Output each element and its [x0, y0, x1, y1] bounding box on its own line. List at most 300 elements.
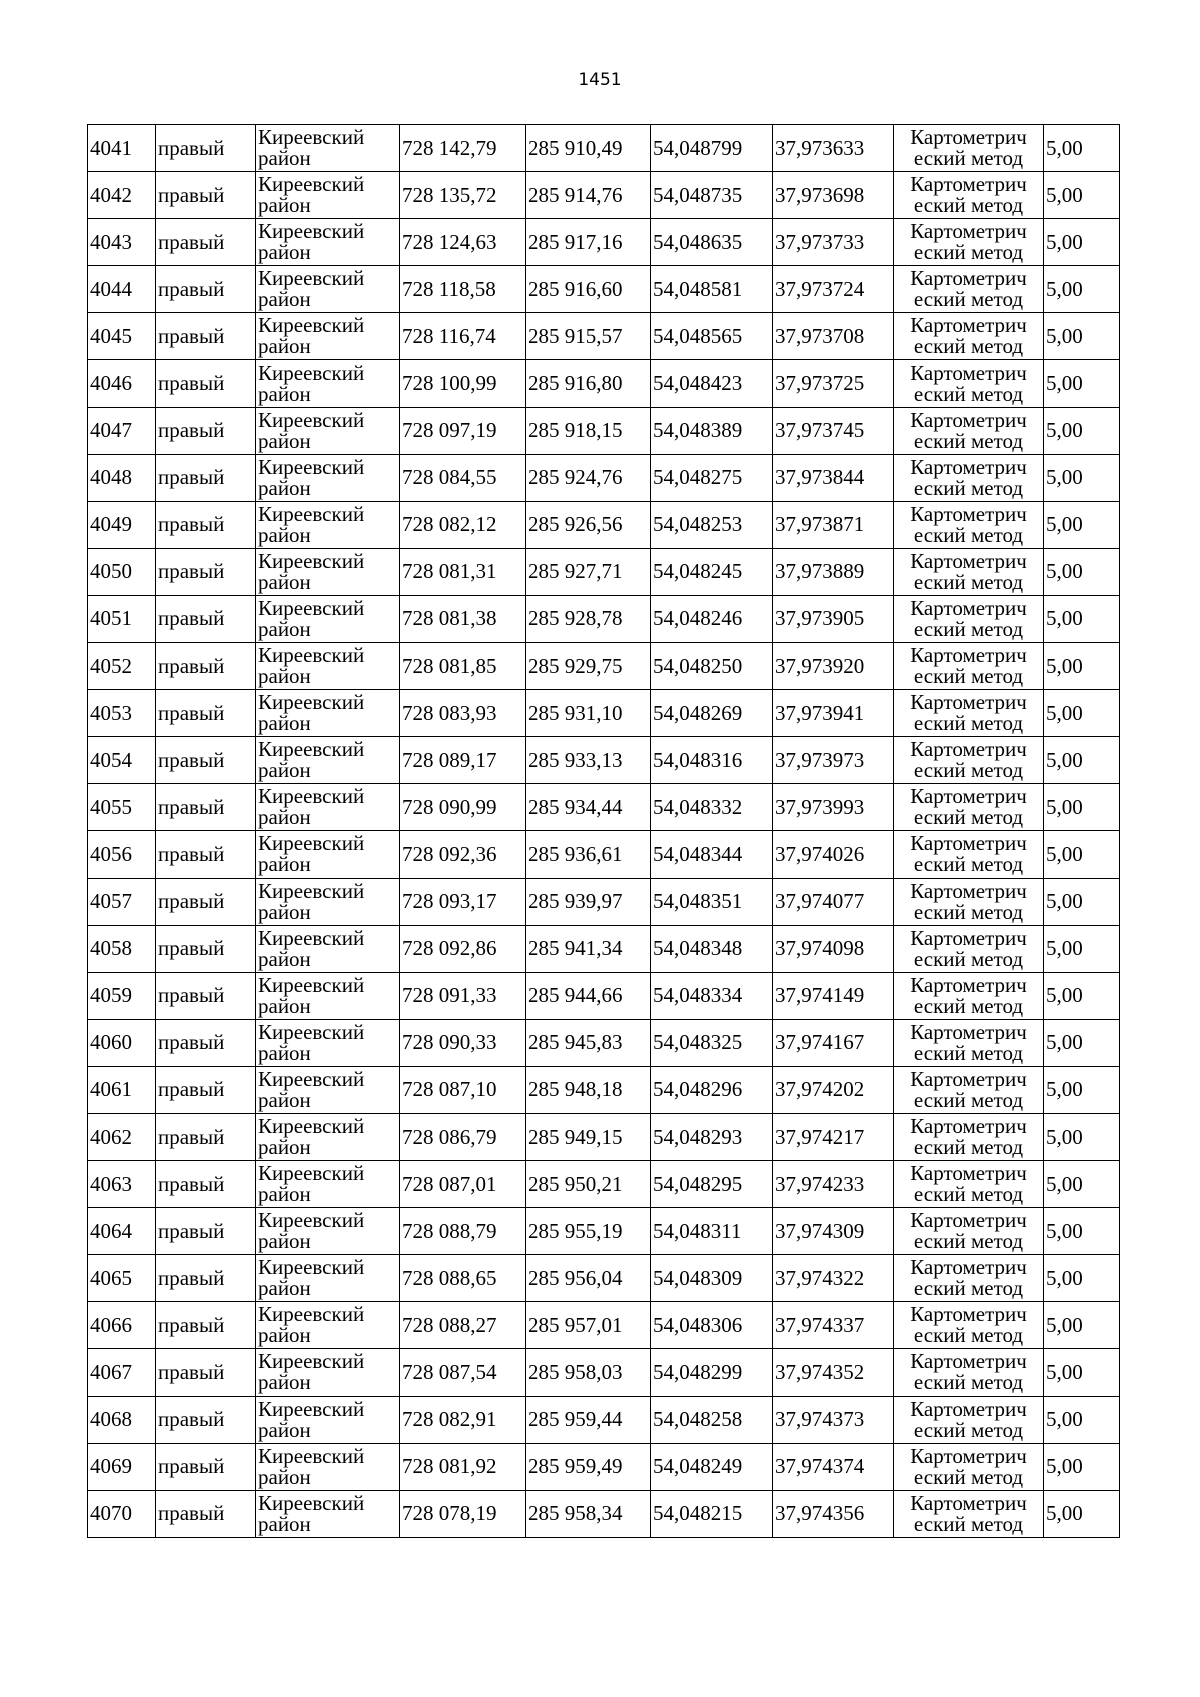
- method-line-1: Картометрич: [910, 313, 1027, 338]
- method-line-1: Картометрич: [910, 1019, 1027, 1044]
- district-cell: [256, 266, 400, 313]
- accuracy-cell: 5,00: [1044, 266, 1120, 313]
- longitude-cell: 37,974098: [773, 925, 894, 972]
- accuracy-cell: 5,00: [1044, 1396, 1120, 1443]
- latitude-cell: 54,048275: [651, 454, 773, 501]
- table-row: [88, 313, 1120, 360]
- longitude-cell: 37,973633: [773, 125, 894, 172]
- longitude-cell: 37,974026: [773, 831, 894, 878]
- district-cell: [256, 172, 400, 219]
- coord-y-cell: 285 949,15: [526, 1113, 651, 1160]
- table-row: [88, 360, 1120, 407]
- coord-x-cell: 728 135,72: [400, 172, 526, 219]
- district-line-2: район: [258, 899, 311, 924]
- method-line-1: Картометрич: [910, 360, 1027, 385]
- district-cell: [256, 313, 400, 360]
- longitude-cell: 37,973993: [773, 784, 894, 831]
- latitude-cell: 54,048635: [651, 219, 773, 266]
- district-cell: [256, 1255, 400, 1302]
- district-line-1: Киреевский: [258, 1161, 365, 1186]
- method-cell: [894, 313, 1044, 360]
- table-row: [88, 1302, 1120, 1349]
- district-line-2: район: [258, 522, 311, 547]
- bank-side-cell: правый: [156, 690, 256, 737]
- longitude-cell: 37,973733: [773, 219, 894, 266]
- coord-x-cell: 728 078,19: [400, 1490, 526, 1537]
- method-line-1: Картометрич: [910, 1490, 1027, 1515]
- longitude-cell: 37,974374: [773, 1443, 894, 1490]
- accuracy-cell: 5,00: [1044, 690, 1120, 737]
- table-row: [88, 878, 1120, 925]
- coord-y-cell: 285 958,34: [526, 1490, 651, 1537]
- district-line-1: Киреевский: [258, 643, 365, 668]
- coord-y-cell: 285 928,78: [526, 595, 651, 642]
- method-line-2: еский метод: [913, 1417, 1024, 1442]
- point-number-cell: 4065: [88, 1255, 156, 1302]
- coord-x-cell: 728 087,54: [400, 1349, 526, 1396]
- latitude-cell: 54,048389: [651, 407, 773, 454]
- point-number-cell: 4063: [88, 1161, 156, 1208]
- method-line-2: еский метод: [913, 1511, 1024, 1536]
- method-cell: [894, 219, 1044, 266]
- point-number-cell: 4066: [88, 1302, 156, 1349]
- district-cell: [256, 360, 400, 407]
- district-line-1: Киреевский: [258, 219, 365, 244]
- coord-x-cell: 728 091,33: [400, 972, 526, 1019]
- district-line-1: Киреевский: [258, 737, 365, 762]
- method-line-2: еский метод: [913, 711, 1024, 736]
- table-row: [88, 1443, 1120, 1490]
- method-cell: [894, 1019, 1044, 1066]
- coord-x-cell: 728 087,10: [400, 1066, 526, 1113]
- district-cell: [256, 1208, 400, 1255]
- coord-x-cell: 728 092,86: [400, 925, 526, 972]
- method-line-1: Картометрич: [910, 595, 1027, 620]
- method-line-2: еский метод: [913, 475, 1024, 500]
- method-cell: [894, 878, 1044, 925]
- district-line-2: район: [258, 146, 311, 171]
- latitude-cell: 54,048423: [651, 360, 773, 407]
- method-line-2: еский метод: [913, 1135, 1024, 1160]
- coord-y-cell: 285 910,49: [526, 125, 651, 172]
- bank-side-cell: правый: [156, 972, 256, 1019]
- method-line-1: Картометрич: [910, 1302, 1027, 1327]
- table-row: [88, 1113, 1120, 1160]
- table-row: [88, 1396, 1120, 1443]
- district-cell: [256, 878, 400, 925]
- point-number-cell: 4047: [88, 407, 156, 454]
- coord-y-cell: 285 955,19: [526, 1208, 651, 1255]
- district-cell: [256, 548, 400, 595]
- district-cell: [256, 1396, 400, 1443]
- coord-x-cell: 728 092,36: [400, 831, 526, 878]
- table-row: [88, 831, 1120, 878]
- coord-y-cell: 285 926,56: [526, 501, 651, 548]
- district-line-1: Киреевский: [258, 1114, 365, 1139]
- district-line-2: район: [258, 1229, 311, 1254]
- accuracy-cell: 5,00: [1044, 878, 1120, 925]
- coord-y-cell: 285 916,80: [526, 360, 651, 407]
- accuracy-cell: 5,00: [1044, 454, 1120, 501]
- method-line-2: еский метод: [913, 758, 1024, 783]
- point-number-cell: 4046: [88, 360, 156, 407]
- method-line-1: Картометрич: [910, 1208, 1027, 1233]
- point-number-cell: 4070: [88, 1490, 156, 1537]
- method-cell: [894, 1349, 1044, 1396]
- coord-y-cell: 285 918,15: [526, 407, 651, 454]
- table-row: [88, 1490, 1120, 1537]
- coord-y-cell: 285 944,66: [526, 972, 651, 1019]
- method-line-1: Картометрич: [910, 690, 1027, 715]
- method-cell: [894, 690, 1044, 737]
- district-line-1: Киреевский: [258, 125, 365, 150]
- method-line-1: Картометрич: [910, 1396, 1027, 1421]
- district-line-1: Киреевский: [258, 784, 365, 809]
- longitude-cell: 37,973745: [773, 407, 894, 454]
- longitude-cell: 37,974322: [773, 1255, 894, 1302]
- accuracy-cell: 5,00: [1044, 548, 1120, 595]
- method-cell: [894, 1066, 1044, 1113]
- bank-side-cell: правый: [156, 925, 256, 972]
- district-line-1: Киреевский: [258, 407, 365, 432]
- district-line-2: район: [258, 569, 311, 594]
- method-line-1: Картометрич: [910, 1066, 1027, 1091]
- accuracy-cell: 5,00: [1044, 925, 1120, 972]
- longitude-cell: 37,973698: [773, 172, 894, 219]
- table-row: [88, 407, 1120, 454]
- bank-side-cell: правый: [156, 1255, 256, 1302]
- latitude-cell: 54,048299: [651, 1349, 773, 1396]
- accuracy-cell: 5,00: [1044, 784, 1120, 831]
- bank-side-cell: правый: [156, 360, 256, 407]
- point-number-cell: 4049: [88, 501, 156, 548]
- coord-x-cell: 728 082,91: [400, 1396, 526, 1443]
- longitude-cell: 37,974337: [773, 1302, 894, 1349]
- table-row: [88, 1349, 1120, 1396]
- table-row: [88, 125, 1120, 172]
- method-line-2: еский метод: [913, 1182, 1024, 1207]
- longitude-cell: 37,974356: [773, 1490, 894, 1537]
- table-row: [88, 1208, 1120, 1255]
- latitude-cell: 54,048258: [651, 1396, 773, 1443]
- method-line-2: еский метод: [913, 522, 1024, 547]
- accuracy-cell: 5,00: [1044, 1161, 1120, 1208]
- table-row: [88, 1019, 1120, 1066]
- table-row: [88, 548, 1120, 595]
- method-line-2: еский метод: [913, 1464, 1024, 1489]
- accuracy-cell: 5,00: [1044, 313, 1120, 360]
- latitude-cell: 54,048311: [651, 1208, 773, 1255]
- method-line-2: еский метод: [913, 1370, 1024, 1395]
- table-row: [88, 454, 1120, 501]
- longitude-cell: 37,974373: [773, 1396, 894, 1443]
- longitude-cell: 37,973708: [773, 313, 894, 360]
- point-number-cell: 4062: [88, 1113, 156, 1160]
- coord-y-cell: 285 941,34: [526, 925, 651, 972]
- district-cell: [256, 1019, 400, 1066]
- method-line-2: еский метод: [913, 240, 1024, 265]
- district-line-2: район: [258, 1464, 311, 1489]
- method-line-2: еский метод: [913, 1229, 1024, 1254]
- method-cell: [894, 643, 1044, 690]
- point-number-cell: 4043: [88, 219, 156, 266]
- coord-x-cell: 728 142,79: [400, 125, 526, 172]
- latitude-cell: 54,048295: [651, 1161, 773, 1208]
- coord-y-cell: 285 927,71: [526, 548, 651, 595]
- district-line-2: район: [258, 664, 311, 689]
- district-line-2: район: [258, 805, 311, 830]
- method-line-2: еский метод: [913, 287, 1024, 312]
- bank-side-cell: правый: [156, 1161, 256, 1208]
- bank-side-cell: правый: [156, 1208, 256, 1255]
- method-cell: [894, 595, 1044, 642]
- table-row: [88, 501, 1120, 548]
- bank-side-cell: правый: [156, 266, 256, 313]
- district-line-2: район: [258, 240, 311, 265]
- method-line-2: еский метод: [913, 899, 1024, 924]
- district-cell: [256, 219, 400, 266]
- method-line-2: еский метод: [913, 569, 1024, 594]
- district-line-1: Киреевский: [258, 1255, 365, 1280]
- method-line-2: еский метод: [913, 381, 1024, 406]
- district-line-1: Киреевский: [258, 1208, 365, 1233]
- accuracy-cell: 5,00: [1044, 1255, 1120, 1302]
- district-line-2: район: [258, 946, 311, 971]
- accuracy-cell: 5,00: [1044, 360, 1120, 407]
- method-cell: [894, 1161, 1044, 1208]
- longitude-cell: 37,974077: [773, 878, 894, 925]
- longitude-cell: 37,973725: [773, 360, 894, 407]
- accuracy-cell: 5,00: [1044, 831, 1120, 878]
- district-cell: [256, 690, 400, 737]
- method-line-1: Картометрич: [910, 831, 1027, 856]
- coord-x-cell: 728 093,17: [400, 878, 526, 925]
- district-line-1: Киреевский: [258, 1396, 365, 1421]
- longitude-cell: 37,973920: [773, 643, 894, 690]
- coord-y-cell: 285 924,76: [526, 454, 651, 501]
- district-cell: [256, 643, 400, 690]
- method-line-1: Картометрич: [910, 1349, 1027, 1374]
- method-line-2: еский метод: [913, 616, 1024, 641]
- district-line-2: район: [258, 1276, 311, 1301]
- latitude-cell: 54,048249: [651, 1443, 773, 1490]
- bank-side-cell: правый: [156, 1019, 256, 1066]
- coord-x-cell: 728 089,17: [400, 737, 526, 784]
- district-line-2: район: [258, 1511, 311, 1536]
- district-cell: [256, 407, 400, 454]
- latitude-cell: 54,048334: [651, 972, 773, 1019]
- longitude-cell: 37,974217: [773, 1113, 894, 1160]
- coord-y-cell: 285 945,83: [526, 1019, 651, 1066]
- coord-x-cell: 728 081,85: [400, 643, 526, 690]
- method-cell: [894, 1302, 1044, 1349]
- latitude-cell: 54,048344: [651, 831, 773, 878]
- longitude-cell: 37,973844: [773, 454, 894, 501]
- coord-y-cell: 285 959,44: [526, 1396, 651, 1443]
- method-line-1: Картометрич: [910, 1443, 1027, 1468]
- district-line-2: район: [258, 381, 311, 406]
- coord-x-cell: 728 088,27: [400, 1302, 526, 1349]
- method-line-2: еский метод: [913, 1276, 1024, 1301]
- longitude-cell: 37,973973: [773, 737, 894, 784]
- bank-side-cell: правый: [156, 1113, 256, 1160]
- district-line-1: Киреевский: [258, 1490, 365, 1515]
- district-cell: [256, 1113, 400, 1160]
- coord-x-cell: 728 097,19: [400, 407, 526, 454]
- coord-y-cell: 285 934,44: [526, 784, 651, 831]
- method-line-2: еский метод: [913, 334, 1024, 359]
- bank-side-cell: правый: [156, 1490, 256, 1537]
- method-cell: [894, 1396, 1044, 1443]
- method-cell: [894, 737, 1044, 784]
- bank-side-cell: правый: [156, 313, 256, 360]
- coord-x-cell: 728 086,79: [400, 1113, 526, 1160]
- longitude-cell: 37,973889: [773, 548, 894, 595]
- coord-x-cell: 728 090,33: [400, 1019, 526, 1066]
- accuracy-cell: 5,00: [1044, 1019, 1120, 1066]
- coord-x-cell: 728 081,38: [400, 595, 526, 642]
- longitude-cell: 37,973905: [773, 595, 894, 642]
- table-row: [88, 737, 1120, 784]
- point-number-cell: 4058: [88, 925, 156, 972]
- district-line-2: район: [258, 852, 311, 877]
- method-cell: [894, 407, 1044, 454]
- coord-y-cell: 285 917,16: [526, 219, 651, 266]
- method-line-1: Картометрич: [910, 219, 1027, 244]
- bank-side-cell: правый: [156, 454, 256, 501]
- coord-x-cell: 728 116,74: [400, 313, 526, 360]
- district-line-1: Киреевский: [258, 501, 365, 526]
- method-cell: [894, 1443, 1044, 1490]
- point-number-cell: 4050: [88, 548, 156, 595]
- bank-side-cell: правый: [156, 595, 256, 642]
- coord-x-cell: 728 088,79: [400, 1208, 526, 1255]
- coord-x-cell: 728 084,55: [400, 454, 526, 501]
- method-line-2: еский метод: [913, 805, 1024, 830]
- point-number-cell: 4056: [88, 831, 156, 878]
- method-line-1: Картометрич: [910, 643, 1027, 668]
- district-line-2: район: [258, 758, 311, 783]
- accuracy-cell: 5,00: [1044, 737, 1120, 784]
- table-body: [88, 125, 1120, 1538]
- coord-y-cell: 285 950,21: [526, 1161, 651, 1208]
- district-line-1: Киреевский: [258, 595, 365, 620]
- method-cell: [894, 831, 1044, 878]
- table-row: [88, 1066, 1120, 1113]
- district-line-2: район: [258, 1135, 311, 1160]
- accuracy-cell: 5,00: [1044, 125, 1120, 172]
- method-line-1: Картометрич: [910, 878, 1027, 903]
- accuracy-cell: 5,00: [1044, 972, 1120, 1019]
- accuracy-cell: 5,00: [1044, 1490, 1120, 1537]
- method-line-1: Картометрич: [910, 737, 1027, 762]
- district-line-2: район: [258, 428, 311, 453]
- district-line-2: район: [258, 193, 311, 218]
- bank-side-cell: правый: [156, 548, 256, 595]
- longitude-cell: 37,973724: [773, 266, 894, 313]
- latitude-cell: 54,048245: [651, 548, 773, 595]
- method-cell: [894, 548, 1044, 595]
- bank-side-cell: правый: [156, 125, 256, 172]
- point-number-cell: 4041: [88, 125, 156, 172]
- district-line-2: район: [258, 1040, 311, 1065]
- method-line-1: Картометрич: [910, 172, 1027, 197]
- accuracy-cell: 5,00: [1044, 501, 1120, 548]
- latitude-cell: 54,048269: [651, 690, 773, 737]
- table-row: [88, 266, 1120, 313]
- accuracy-cell: 5,00: [1044, 1302, 1120, 1349]
- latitude-cell: 54,048293: [651, 1113, 773, 1160]
- coord-y-cell: 285 959,49: [526, 1443, 651, 1490]
- method-line-2: еский метод: [913, 146, 1024, 171]
- district-cell: [256, 1490, 400, 1537]
- latitude-cell: 54,048348: [651, 925, 773, 972]
- district-cell: [256, 925, 400, 972]
- table-row: [88, 219, 1120, 266]
- method-line-1: Картометрич: [910, 925, 1027, 950]
- method-line-2: еский метод: [913, 946, 1024, 971]
- table-row: [88, 1161, 1120, 1208]
- district-cell: [256, 501, 400, 548]
- method-line-1: Картометрич: [910, 1255, 1027, 1280]
- longitude-cell: 37,974352: [773, 1349, 894, 1396]
- district-line-1: Киреевский: [258, 925, 365, 950]
- district-line-1: Киреевский: [258, 690, 365, 715]
- district-line-1: Киреевский: [258, 1349, 365, 1374]
- longitude-cell: 37,974167: [773, 1019, 894, 1066]
- longitude-cell: 37,973871: [773, 501, 894, 548]
- longitude-cell: 37,974149: [773, 972, 894, 1019]
- bank-side-cell: правый: [156, 878, 256, 925]
- table-row: [88, 172, 1120, 219]
- method-line-2: еский метод: [913, 1323, 1024, 1348]
- district-line-1: Киреевский: [258, 972, 365, 997]
- district-line-2: район: [258, 711, 311, 736]
- coord-y-cell: 285 939,97: [526, 878, 651, 925]
- coord-y-cell: 285 933,13: [526, 737, 651, 784]
- district-line-2: район: [258, 475, 311, 500]
- district-line-2: район: [258, 1182, 311, 1207]
- latitude-cell: 54,048309: [651, 1255, 773, 1302]
- point-number-cell: 4055: [88, 784, 156, 831]
- district-cell: [256, 784, 400, 831]
- point-number-cell: 4069: [88, 1443, 156, 1490]
- district-cell: [256, 1161, 400, 1208]
- bank-side-cell: правый: [156, 784, 256, 831]
- district-cell: [256, 831, 400, 878]
- district-cell: [256, 1349, 400, 1396]
- point-number-cell: 4068: [88, 1396, 156, 1443]
- table-row: [88, 972, 1120, 1019]
- coord-x-cell: 728 090,99: [400, 784, 526, 831]
- bank-side-cell: правый: [156, 219, 256, 266]
- method-cell: [894, 972, 1044, 1019]
- point-number-cell: 4061: [88, 1066, 156, 1113]
- bank-side-cell: правый: [156, 643, 256, 690]
- point-number-cell: 4052: [88, 643, 156, 690]
- latitude-cell: 54,048799: [651, 125, 773, 172]
- method-line-1: Картометрич: [910, 548, 1027, 573]
- point-number-cell: 4045: [88, 313, 156, 360]
- table-row: [88, 595, 1120, 642]
- point-number-cell: 4053: [88, 690, 156, 737]
- longitude-cell: 37,974309: [773, 1208, 894, 1255]
- coord-y-cell: 285 914,76: [526, 172, 651, 219]
- district-line-1: Киреевский: [258, 172, 365, 197]
- method-line-1: Картометрич: [910, 266, 1027, 291]
- district-line-2: район: [258, 616, 311, 641]
- method-cell: [894, 454, 1044, 501]
